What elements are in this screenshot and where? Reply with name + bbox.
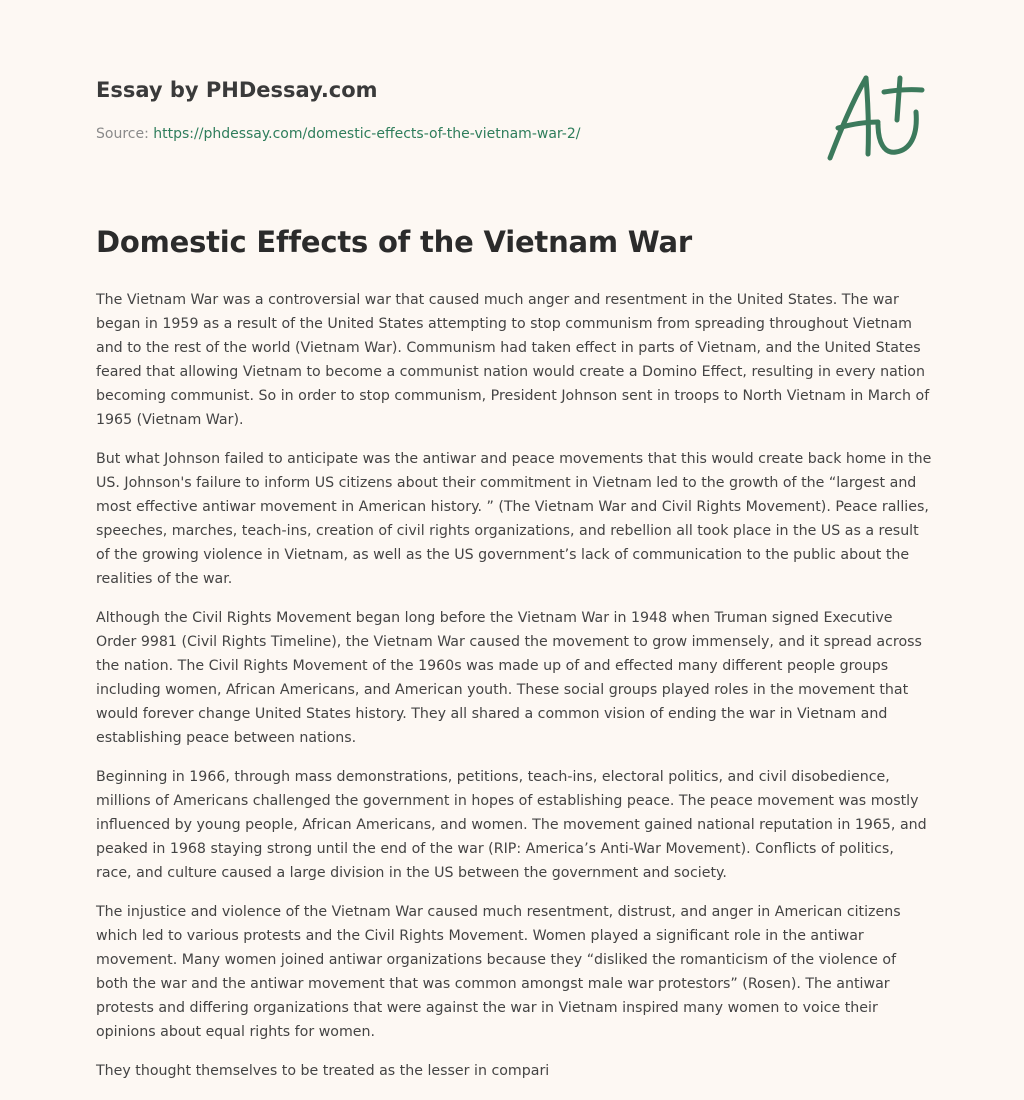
essay-paragraph: Although the Civil Rights Movement began long before the Vietnam War in 1948 when Truman signed Executive Order 9981 (Civil Rights Timeline), the Vietnam War caused the movement to grow immensely, and it spread across the nation. The Civil Rights Movement of the 1960s was made up of and effected many different people groups including women, African Americans, and American youth. These social groups played roles in the movement that would forever change United States history. They all shared a common vision of ending the war in Vietnam and establishing peace between nations. xyxy=(96,610,922,746)
site-title: Essay by PHDessay.com xyxy=(96,78,378,102)
page-header xyxy=(96,76,696,144)
essay-paragraph: The injustice and violence of the Vietnam War caused much resentment, distrust, and anger in American citizens which led to various protests and the Civil Rights Movement. Women played a significant role in the antiwar movement. Many women joined antiwar organizations because they “disliked the romanticism of the violence of both the war and the antiwar movement that was common amongst male war protestors” (Rosen). The antiwar protests and differing organizations that were against the war in Vietnam inspired many women to voice their opinions about equal rights for women. xyxy=(96,904,901,1040)
essay-paragraph: They thought themselves to be treated as the lesser in compari xyxy=(96,1063,550,1079)
essay-content xyxy=(96,222,932,1098)
essay-paragraph: But what Johnson failed to anticipate was the antiwar and peace movements that this would create back home in the US. Johnson's failure to inform US citizens about their commitment in Vietnam led to the growth of the “largest and most effective antiwar movement in American history. ” (The Vietnam War and Civil Rights Movement). Peace rallies, speeches, marches, teach-ins, creation of civil rights organizations, and rebellion all took place in the US as a result of the growing violence in Vietnam, as well as the US government’s lack of communication to the public about the realities of the war. xyxy=(96,451,932,587)
source-link[interactable]: https://phdessay.com/domestic-effects-of-the-vietnam-war-2/ xyxy=(153,126,581,142)
source-label: Source: xyxy=(96,126,154,142)
essay-title: Domestic Effects of the Vietnam War xyxy=(96,225,693,259)
source-line xyxy=(96,124,696,144)
essay-paragraph: Beginning in 1966, through mass demonstrations, petitions, teach-ins, electoral politics, and civil disobedience, millions of Americans challenged the government in hopes of establishing peace. The peace movement was mostly influenced by young people, African Americans, and women. The movement gained national reputation in 1965, and peaked in 1968 staying strong until the end of the war (RIP: America’s Anti-War Movement). Conflicts of politics, race, and culture caused a large division in the US between the government and society. xyxy=(96,769,927,881)
a-plus-logo-icon xyxy=(818,66,930,166)
essay-paragraph: The Vietnam War was a controversial war that caused much anger and resentment in the United States. The war began in 1959 as a result of the United States attempting to stop communism from spreading throughout Vietnam and to the rest of the world (Vietnam War). Communism had taken effect in parts of Vietnam, and the United States feared that allowing Vietnam to become a communist nation would create a Domino Effect, resulting in every nation becoming communist. So in order to stop communism, President Johnson sent in troops to North Vietnam in March of 1965 (Vietnam War). xyxy=(96,292,930,428)
